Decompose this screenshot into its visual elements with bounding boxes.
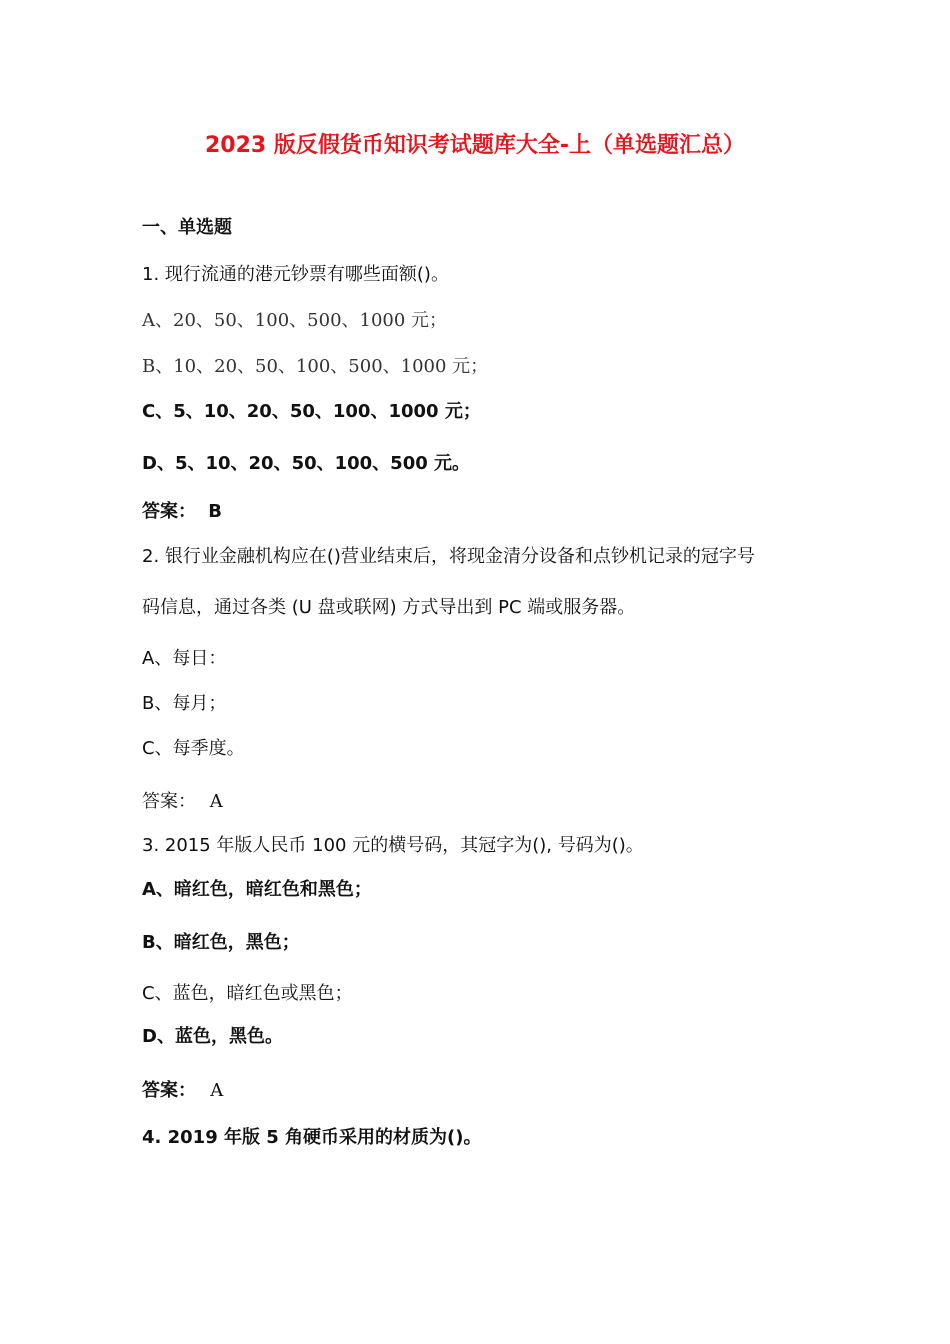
question-3-option-d: D、蓝色，黑色。 xyxy=(142,1026,283,1047)
answer-label: 答案： xyxy=(142,1080,196,1101)
question-2-answer xyxy=(142,790,223,814)
question-2-stem-line-1: 2. 银行业金融机构应在()营业结束后，将现金清分设备和点钞机记录的冠字号 xyxy=(142,546,755,567)
document-title: 2023 版反假货币知识考试题库大全-上（单选题汇总） xyxy=(204,133,746,158)
question-2-option-a: A、每日： xyxy=(142,648,227,669)
question-2-option-c: C、每季度。 xyxy=(142,738,245,759)
question-2-option-b: B、每月； xyxy=(142,693,227,714)
answer-value: A xyxy=(209,791,223,812)
answer-value: B xyxy=(208,501,223,522)
question-1-option-b: B、10、20、50、100、500、1000 元； xyxy=(142,356,489,377)
answer-value: A xyxy=(210,1080,224,1101)
question-1-option-c: C、5、10、20、50、100、1000 元； xyxy=(142,401,481,422)
question-3-option-a: A、暗红色，暗红色和黑色； xyxy=(142,879,372,900)
answer-label: 答案： xyxy=(142,791,196,812)
question-1-answer xyxy=(142,500,222,524)
question-2-stem-line-2: 码信息，通过各类 (U 盘或联网) 方式导出到 PC 端或服务器。 xyxy=(142,597,636,618)
question-3-option-c: C、蓝色，暗红色或黑色； xyxy=(142,983,353,1004)
question-3-stem: 3. 2015 年版人民币 100 元的横号码，其冠字为(), 号码为()。 xyxy=(142,835,644,856)
question-3-option-b: B、暗红色，黑色； xyxy=(142,932,300,953)
section-heading: 一、单选题 xyxy=(142,217,232,238)
question-1-option-d: D、5、10、20、50、100、500 元。 xyxy=(142,453,471,474)
question-1-option-a: A、20、50、100、500、1000 元； xyxy=(142,310,448,331)
question-3-answer xyxy=(142,1079,223,1103)
question-1-stem: 1. 现行流通的港元钞票有哪些面额()。 xyxy=(142,264,449,285)
answer-label: 答案： xyxy=(142,501,196,522)
question-4-stem: 4. 2019 年版 5 角硬币采用的材质为()。 xyxy=(142,1127,482,1148)
